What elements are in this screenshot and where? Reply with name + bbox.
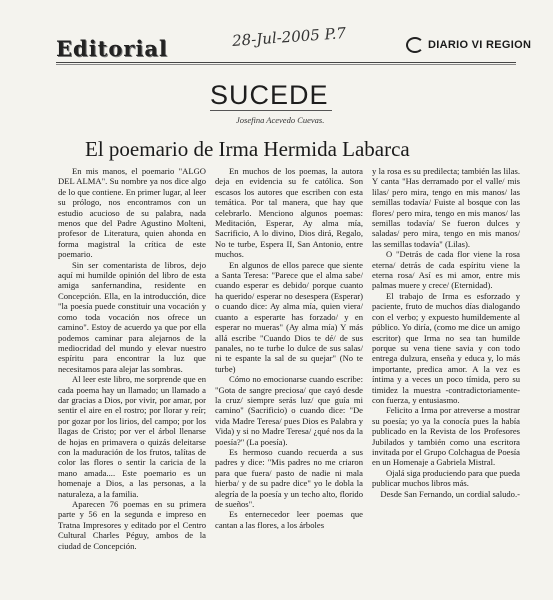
publication-name: DIARIO VI REGION: [428, 39, 532, 51]
text-column-3: [372, 166, 520, 600]
article-headline: El poemario de Irma Hermida Labarca: [85, 137, 410, 161]
header-rule-thin: [56, 64, 516, 65]
paragraph: En muchos de los poemas, la autora deja en evidencia su fe católica. Son escasos los autores que escriben con esta temática. Por tal manera, que hay que celebrarlo. Menciono algunos poemas: Meditación, Esperar, Ay alma mía, Sacrificio, A lo divino, Dios dirá, Regalo, No te turbe, Espera II, San Antonio, entre muchos.: [215, 166, 363, 260]
paragraph: Es enternecedor leer poemas que cantan a las flores, a los árboles: [215, 509, 363, 530]
text-column-1: [58, 166, 206, 600]
paragraph: Aparecen 76 poemas en su primera parte y 56 en la segunda e impreso en Tratna Impresores y editado por el Centro Cultural Charles Péguy, ambos de la ciudad de Concepción.: [58, 499, 206, 551]
paragraph: O "Detrás de cada flor viene la rosa eterna/ detrás de cada espíritu viene la eterna rosa/ Así es mi amor, entre mis palmas muere y crece/ (Eternidad).: [372, 249, 520, 291]
kicker-underline: [210, 110, 332, 111]
paragraph: Cómo no emocionarse cuando escribe: "Gota de sangre preciosa/ que cayó desde la cruz/ siempre serás luz/ que guía mi camino" (Sacrificio) o cuando dice: "De vida Madre Teresa/ pues Dios es Palabra y Vida) y si no Madre Teresa/ ¿qué nos da la poesía?" (La poesía).: [215, 374, 363, 447]
paragraph: Sin ser comentarista de libros, dejo aquí mi humilde opinión del libro de esta amiga sanfernandina, residente en Concepción. Ella, en la introducción, dice "la poesía puede constituir una vocación y como toda vocación nos ofrece un camino". Estoy de acuerdo ya que por ella podemos caminar para alejarnos de la mediocridad del mundo y elevar nuestro espíritu para encontrar la luz que necesitamos para alejar las sombras.: [58, 259, 206, 374]
paragraph: Al leer este libro, me sorprende que en cada poema hay un llamado; un llamado a dar gracias a Dios, por vivir, por amar, por sentir el aire en el rostro; por llorar y reír; por gozar por los lirios, del campo; por los llagas de Cristo; por ver el árbol llenarse de hojas en primavera o quizás deleitarse con la maduración de los frutos, talítas de color las flores o sentir la caricia de la mano amada.... Este poemario es un homenaje a Dios, a las personas, a la naturaleza, a la familia.: [58, 374, 206, 499]
handwritten-date-note: 28-Jul-2005 P.7: [231, 24, 347, 50]
paragraph: El trabajo de Irma es esforzado y paciente, fruto de muchos días dialogando con el verbo; y expuesto humildemente al público. Yo diría, (como me dice un amigo escritor) que Irma no sea tan humilde porque su vena tiene savia y con todo entrega dulzura, enseña y educa y, lo más importante, predica amor. A la vez es íntima y a veces un poco tímida, pero su timidez la muestra -contradictoriamente- con fuerza, y entusiasmo.: [372, 290, 520, 405]
paragraph: y la rosa es su predilecta; también las lilas. Y canta "Has derramado por el valle/ mis lilas/ pero mira, tengo en mis manos/ las semillas todavía/ Fuiste al bosque con las flores/ pero mira, tengo en mis manos/ las semillas todavía/ Se fueron dulces y saladas/ pero mira, tengo en mis manos/ las semillas todavía" (Lilas).: [372, 166, 520, 249]
paragraph: En mis manos, el poemario "ALGO DEL ALMA". Su nombre ya nos dice algo de lo que contiene. En primer lugar, al leer su prólogo, nos encontramos con un estudio acucioso de su palabra, nada menos que del Padre Agustino Molteni, profesor de Literatura, quien ahonda en forma magistral la crítica de este poemario.: [58, 166, 206, 260]
publication-logo: [406, 37, 531, 53]
paragraph: Felicito a Irma por atreverse a mostrar su poesía; yo ya la conocía pues la había publicado en la Revista de los Profesores Jubilados y también como una escritora invitada por el Grupo Colchagua de Poesía en un Homenaje a Gabriela Mistral.: [372, 405, 520, 468]
paragraph: En algunos de ellos parece que siente a Santa Teresa: "Parece que el alma sabe/ cuando esperar es debido/ porque cuanto ha querido/ esperar no desespera (Esperar) o cuando dice: Ay alma mía, quien viera/ cuanto a esperarte has forzado/ y en esperar no mueras" (Ay alma mía) Y más allá escribe "Cuando Dios te dé/ de sus panales, no te turbe lo dulce de sus salas/ ni te espante la sal de su quejar" (No te turbe): [215, 259, 363, 374]
closing-line: Desde San Fernando, un cordial saludo.-: [380, 488, 520, 499]
section-title: Editorial: [56, 36, 169, 61]
article-body: [58, 166, 522, 600]
header-rule: [56, 62, 516, 63]
paragraph: Es hermoso cuando recuerda a sus padres y dice: "Mis padres no me criaron para que fuera/ pasto de nadie ni mala hierba/ y de su padre dice" yo le dobla la alegría de la poesía y un techo alto, florido de sueños".: [215, 446, 363, 509]
column-kicker: SUCEDE: [210, 80, 329, 110]
text-column-2: [215, 166, 363, 600]
byline: Josefina Acevedo Cuevas.: [236, 115, 325, 125]
paragraph: Ojalá siga produciendo para que pueda publicar muchos libros más.: [372, 467, 520, 489]
publication-logo-icon: [406, 37, 424, 53]
